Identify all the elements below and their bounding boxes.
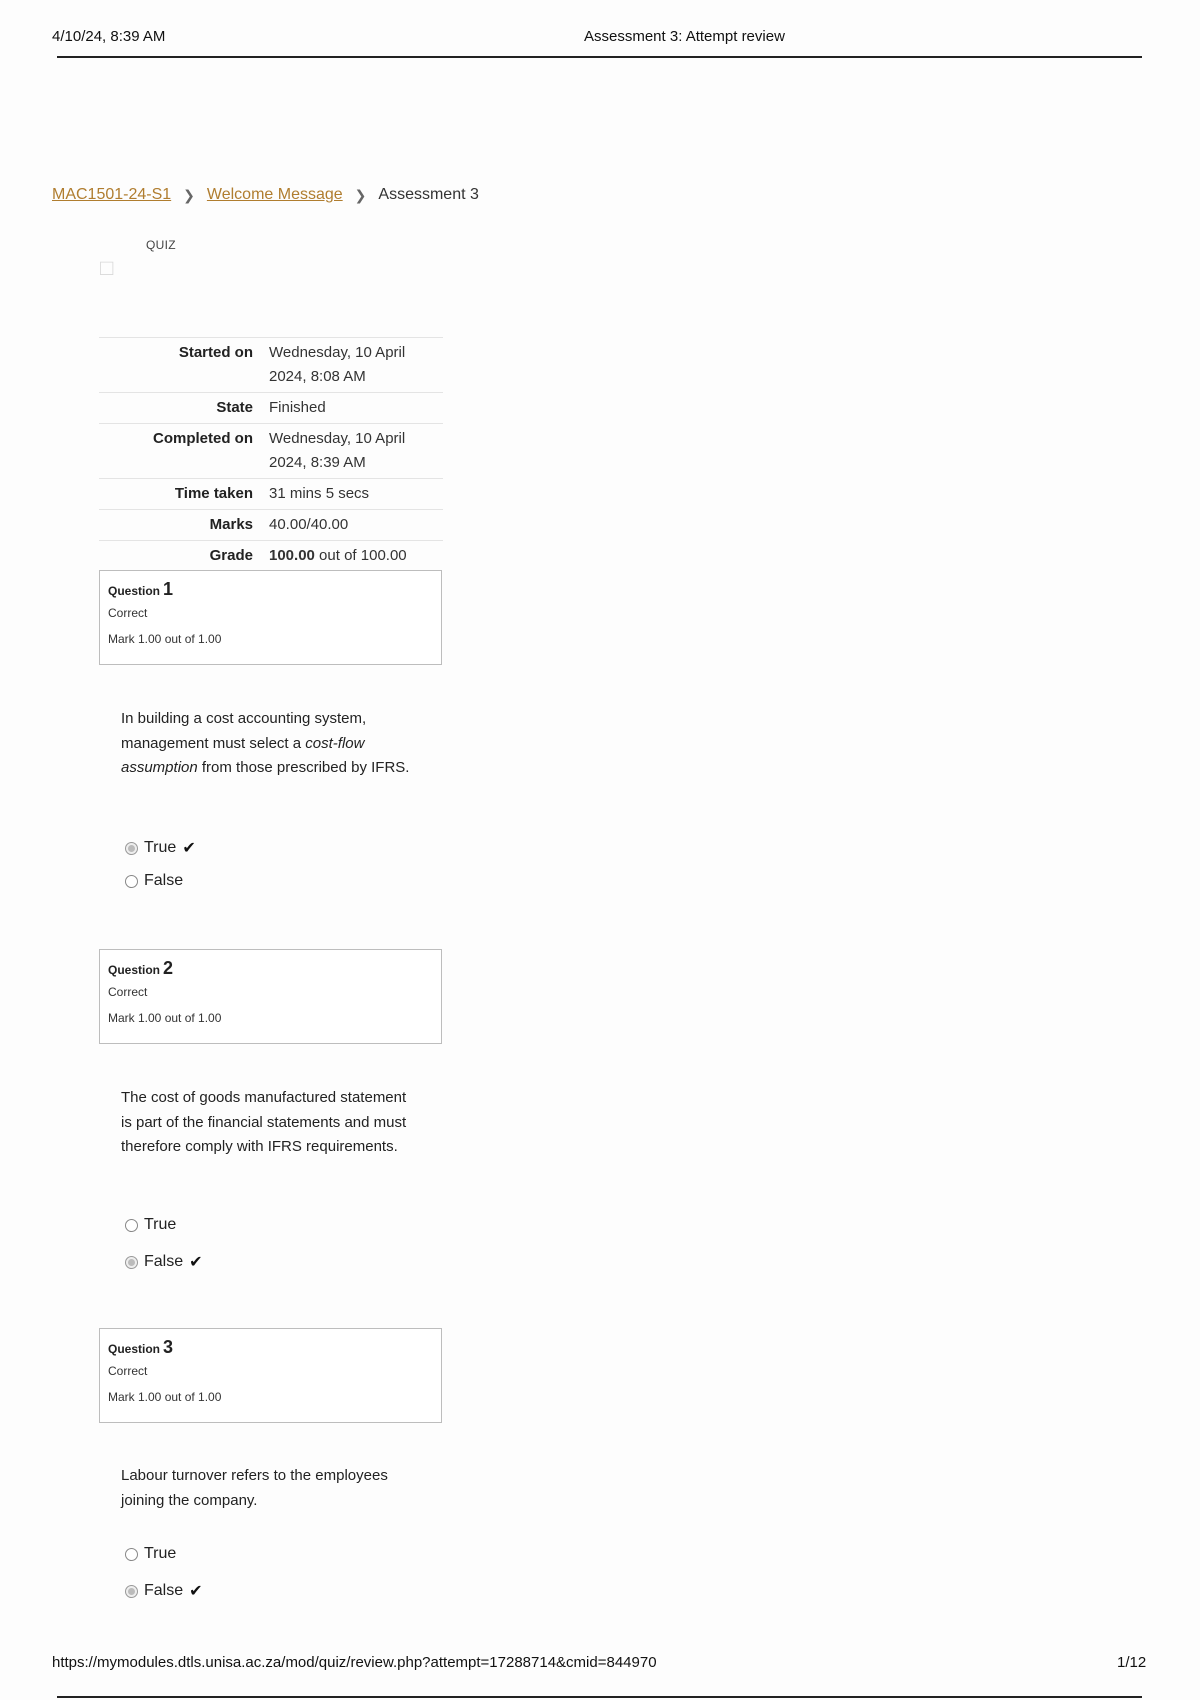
completed-on-time: 2024, 8:39 AM <box>269 454 366 471</box>
chevron-right-icon: ❯ <box>183 186 195 203</box>
marks-label: Marks <box>99 510 269 541</box>
radio-unselected[interactable] <box>125 875 138 888</box>
breadcrumb <box>52 186 479 204</box>
started-on-label: Started on <box>99 338 269 393</box>
grade-out-of: out of 100.00 <box>314 547 407 564</box>
check-icon: ✔ <box>189 1254 203 1271</box>
question-number <box>108 579 433 600</box>
grade-value <box>269 541 443 572</box>
question-number <box>108 958 433 979</box>
question-text-part: In building a cost accounting system, management must select a <box>121 710 367 752</box>
question-number-value: 3 <box>163 1337 174 1357</box>
answer-label: False <box>144 1253 184 1270</box>
answer-label: True <box>144 1216 177 1233</box>
marks-value: 40.00/40.00 <box>269 510 443 541</box>
completed-on-value <box>269 424 443 479</box>
question-mark: Mark 1.00 out of 1.00 <box>108 1011 222 1025</box>
question-text: Labour turnover refers to the employees joining the company. <box>121 1467 388 1509</box>
chevron-right-icon: ❯ <box>354 186 367 203</box>
state-label: State <box>99 393 269 424</box>
grade-score: 100.00 <box>269 547 315 564</box>
summary-row-state <box>99 393 443 424</box>
started-on-time: 2024, 8:08 AM <box>269 368 366 385</box>
answer-option-false[interactable] <box>125 1581 203 1601</box>
check-icon: ✔ <box>182 840 196 857</box>
breadcrumb-current: Assessment 3 <box>378 186 479 203</box>
question-text <box>121 707 421 781</box>
answer-label: True <box>144 839 177 856</box>
answer-option-true[interactable] <box>125 838 196 858</box>
question-state: Correct <box>108 1364 148 1378</box>
answer-option-true[interactable] <box>125 1216 176 1234</box>
check-icon: ✔ <box>189 1583 203 1600</box>
print-datetime: 4/10/24, 8:39 AM <box>52 28 166 45</box>
question-info-box <box>99 570 442 665</box>
answer-label: False <box>144 1582 184 1599</box>
quiz-icon: □ <box>100 255 114 280</box>
breadcrumb-course-link[interactable]: MAC1501-24-S1 <box>52 186 172 203</box>
radio-selected[interactable] <box>125 1585 138 1598</box>
answer-label: True <box>144 1545 177 1562</box>
answer-option-false[interactable] <box>125 1252 203 1272</box>
radio-selected[interactable] <box>125 842 138 855</box>
print-title: Assessment 3: Attempt review <box>584 28 785 45</box>
started-on-date: Wednesday, 10 April <box>269 344 406 361</box>
summary-row-marks <box>99 510 443 541</box>
question-state: Correct <box>108 606 148 620</box>
print-page-number: 1/12 <box>1117 1654 1147 1671</box>
radio-selected[interactable] <box>125 1256 138 1269</box>
question-info-box <box>99 1328 442 1423</box>
question-info-box <box>99 949 442 1044</box>
header-divider <box>57 56 1142 58</box>
time-taken-value: 31 mins 5 secs <box>269 479 443 510</box>
question-number-value: 1 <box>163 579 174 599</box>
radio-unselected[interactable] <box>125 1548 138 1561</box>
attempt-summary-table <box>99 337 443 571</box>
question-mark: Mark 1.00 out of 1.00 <box>108 1390 222 1404</box>
question-text-part: from those prescribed by IFRS. <box>197 759 410 776</box>
answer-label: False <box>144 872 184 889</box>
question-state: Correct <box>108 985 148 999</box>
answer-option-false[interactable] <box>125 872 183 890</box>
summary-row-completed <box>99 424 443 479</box>
radio-unselected[interactable] <box>125 1219 138 1232</box>
breadcrumb-section-link[interactable]: Welcome Message <box>206 186 343 203</box>
completed-on-label: Completed on <box>99 424 269 479</box>
completed-on-date: Wednesday, 10 April <box>269 430 406 447</box>
started-on-value <box>269 338 443 393</box>
state-value: Finished <box>269 393 443 424</box>
summary-row-started <box>99 338 443 393</box>
answer-option-true[interactable] <box>125 1545 176 1563</box>
summary-row-time <box>99 479 443 510</box>
question-text-emphasis: cost-flow assumption <box>121 734 365 776</box>
print-footer-url: https://mymodules.dtls.unisa.ac.za/mod/quiz/review.php?attempt=17288714&cmid=844970 <box>52 1654 657 1671</box>
question-label: Question <box>108 963 161 977</box>
question-number <box>108 1337 433 1358</box>
footer-divider <box>57 1696 1142 1698</box>
question-label: Question <box>108 1342 161 1356</box>
quiz-type-label: QUIZ <box>146 238 176 252</box>
summary-row-grade <box>99 541 443 572</box>
question-text: The cost of goods manufactured statement is part of the financial statements and must therefore comply with IFRS requirements. <box>121 1089 407 1155</box>
question-label: Question <box>108 584 161 598</box>
grade-label: Grade <box>99 541 269 572</box>
question-mark: Mark 1.00 out of 1.00 <box>108 632 222 646</box>
time-taken-label: Time taken <box>99 479 269 510</box>
question-number-value: 2 <box>163 958 174 978</box>
